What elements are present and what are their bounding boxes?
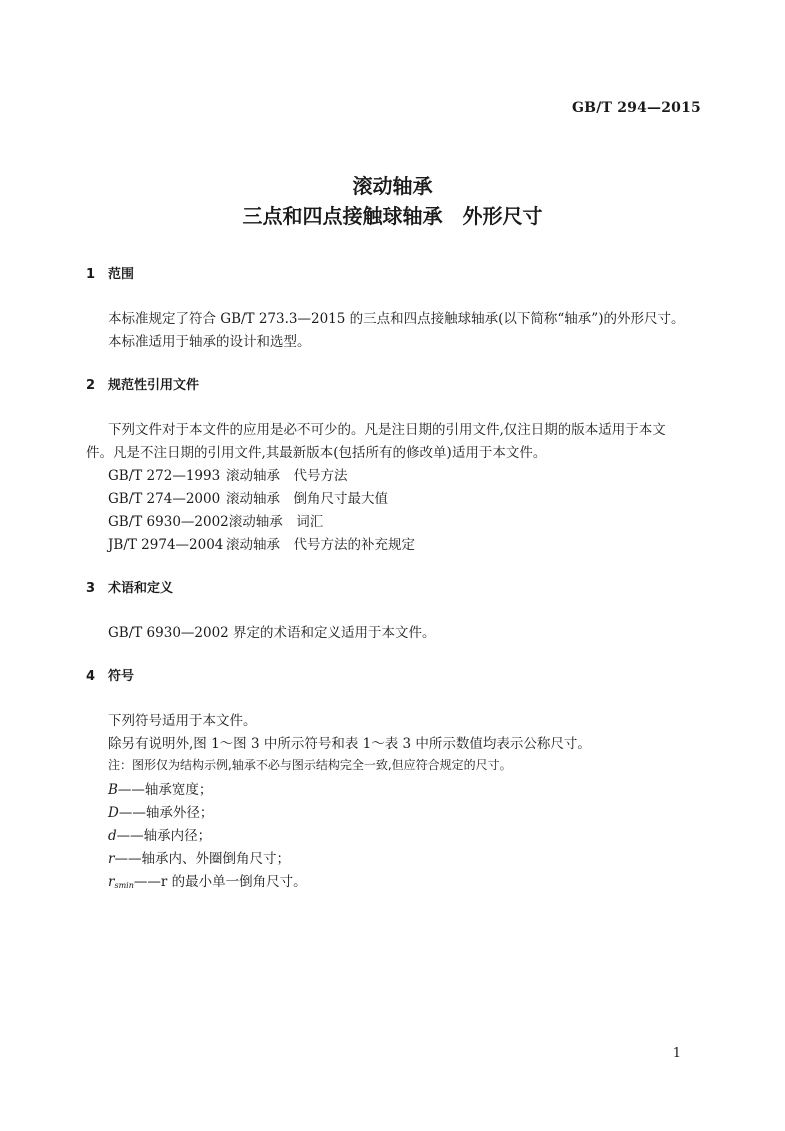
symbol-meaning: 轴承内径；: [143, 828, 212, 844]
reference-title: 滚动轴承 代号方法的补充规定: [226, 537, 415, 553]
references-intro-line-2: 件。凡是不注日期的引用文件,其最新版本(包括所有的修改单)适用于本文件。: [86, 445, 547, 461]
reference-title: 滚动轴承 倒角尺寸最大值: [226, 491, 388, 507]
section-heading-normative-references: [86, 374, 199, 393]
section-number: 1: [86, 267, 96, 282]
symbol-dash: ——: [114, 851, 142, 867]
symbol-meaning: 轴承内、外圈倒角尺寸；: [141, 851, 290, 867]
reference-code: GB/T 272—1993: [108, 468, 221, 484]
standard-code: GB/T 294—2015: [572, 100, 701, 116]
symbol-meaning: 轴承外径；: [145, 805, 214, 821]
section-number: 2: [86, 378, 96, 393]
document-title-line-2: 三点和四点接触球轴承 外形尺寸: [242, 204, 543, 228]
symbol-definition: [108, 801, 213, 821]
symbol: r: [108, 874, 115, 890]
symbol: D: [108, 805, 119, 821]
reference-item: [108, 464, 348, 484]
symbol-meaning: 轴承宽度；: [144, 782, 213, 798]
symbol-definition: [108, 847, 290, 867]
scope-paragraph-2: 本标准适用于轴承的设计和选型。: [108, 334, 311, 350]
symbol-definition: [108, 824, 211, 844]
symbol: B: [108, 782, 118, 798]
symbol: r: [108, 851, 115, 867]
symbol: d: [108, 828, 117, 844]
section-heading-terms: [86, 577, 173, 596]
symbol-meaning: r 的最小单一倒角尺寸。: [160, 874, 307, 890]
symbol-dash: ——: [118, 805, 146, 821]
reference-item: [108, 533, 415, 553]
page-number: 1: [672, 1046, 681, 1061]
reference-title: 滚动轴承 代号方法: [226, 468, 348, 484]
symbols-paragraph-1: 下列符号适用于本文件。: [108, 713, 257, 729]
section-heading-scope: [86, 263, 134, 282]
symbol-dash: ——: [133, 874, 161, 890]
symbol-dash: ——: [117, 782, 145, 798]
section-number: 4: [86, 669, 96, 684]
scope-paragraph-1: 本标准规定了符合 GB/T 273.3—2015 的三点和四点接触球轴承(以下简称“轴承”)的外形尺寸。: [108, 311, 685, 327]
reference-code: JB/T 2974—2004: [108, 537, 224, 553]
section-title: 范围: [108, 267, 135, 282]
section-number: 3: [86, 581, 96, 596]
reference-title: 滚动轴承 词汇: [228, 514, 324, 530]
reference-item: [108, 487, 388, 507]
references-intro-line-1: 下列文件对于本文件的应用是必不可少的。凡是注日期的引用文件,仅注日期的版本适用于本文: [108, 422, 666, 438]
terms-paragraph: GB/T 6930—2002 界定的术语和定义适用于本文件。: [108, 625, 436, 641]
symbol-definition: [108, 870, 307, 890]
symbols-paragraph-2: 除另有说明外,图 1～图 3 中所示符号和表 1～表 3 中所示数值均表示公称尺寸。: [108, 736, 591, 752]
reference-code: GB/T 6930—2002: [108, 514, 229, 530]
symbol-subscript: smin: [114, 881, 134, 890]
reference-code: GB/T 274—2000: [108, 491, 221, 507]
symbols-note: 注：图形仅为结构示例,轴承不必与图示结构完全一致,但应符合规定的尺寸。: [108, 758, 512, 772]
document-title-line-1: 滚动轴承: [352, 174, 433, 198]
section-heading-symbols: [86, 665, 134, 684]
section-title: 术语和定义: [108, 581, 174, 596]
section-title: 符号: [108, 669, 135, 684]
reference-item: [108, 510, 323, 530]
section-title: 规范性引用文件: [108, 378, 200, 393]
symbol-definition: [108, 778, 212, 798]
symbol-dash: ——: [116, 828, 144, 844]
